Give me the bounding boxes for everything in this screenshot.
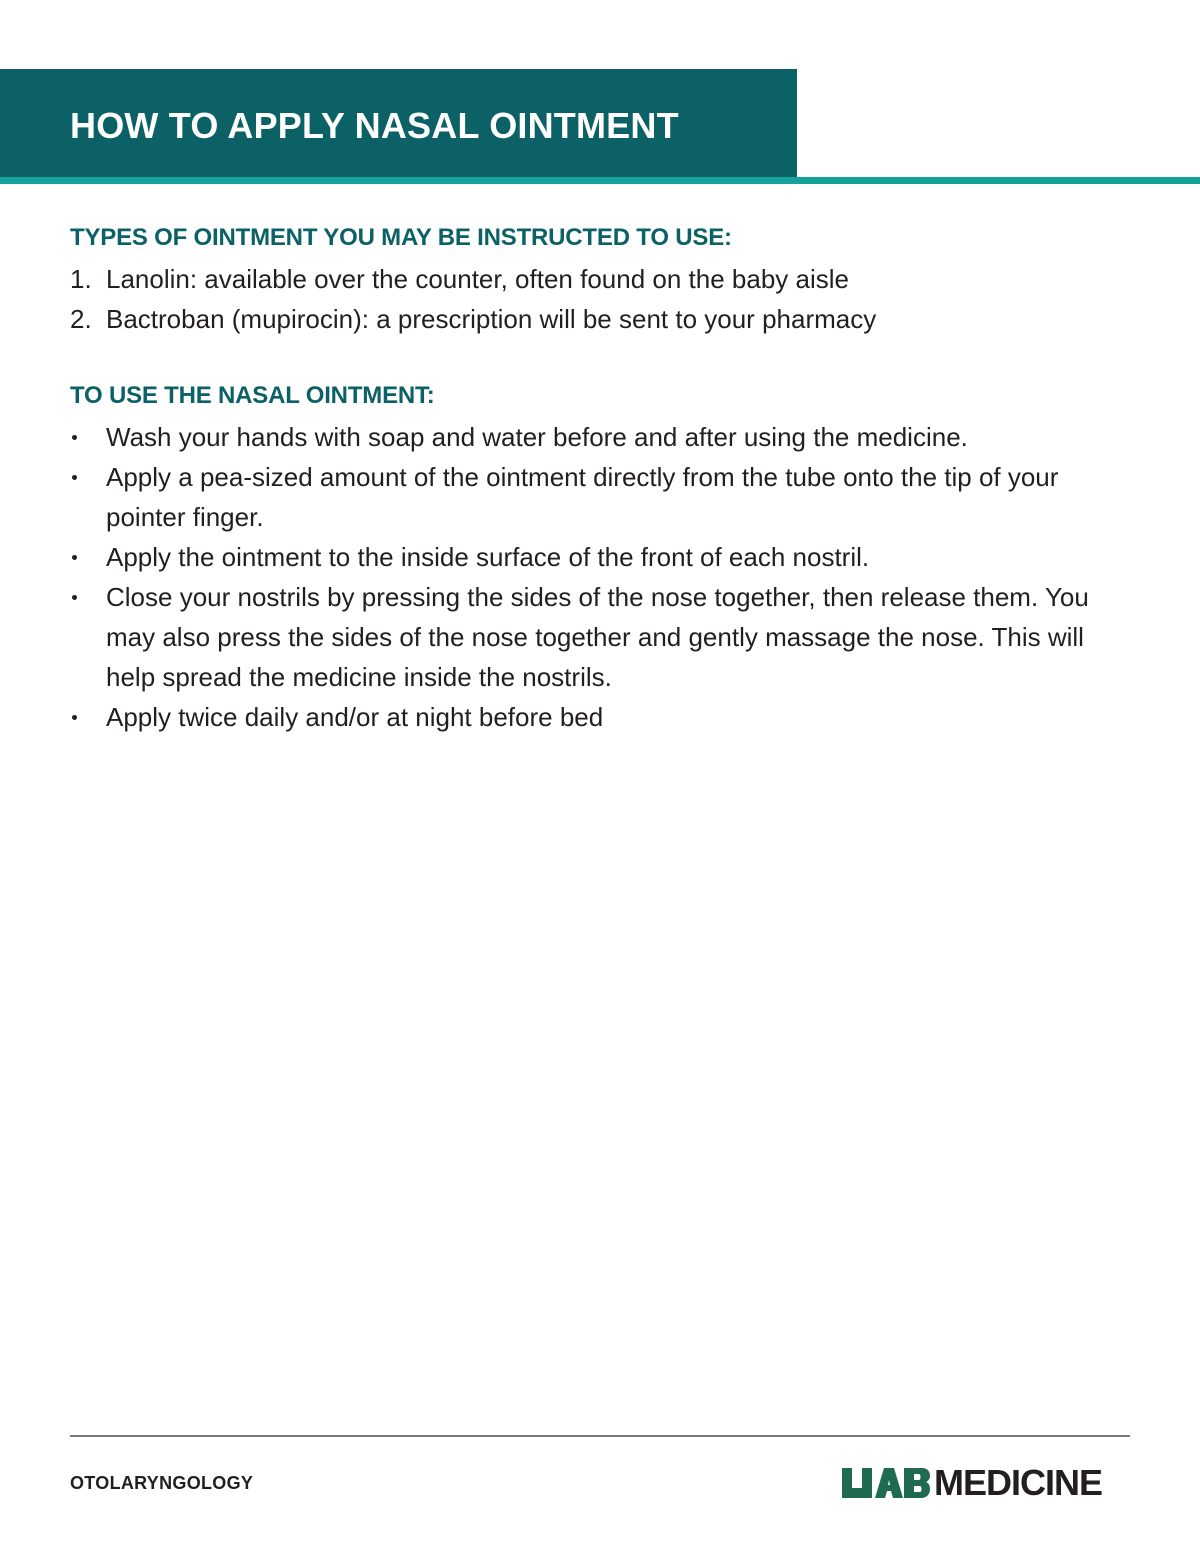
list-item — [70, 697, 1140, 737]
types-list — [70, 259, 1140, 339]
list-number: 1. — [70, 264, 92, 294]
list-item — [70, 457, 1140, 537]
list-item — [70, 577, 1140, 697]
list-item — [70, 417, 1140, 457]
usage-list — [70, 417, 1140, 737]
list-item — [70, 259, 1140, 299]
list-item-text: Lanolin: available over the counter, often found on the baby aisle — [106, 264, 849, 294]
list-item — [70, 537, 1140, 577]
list-item-text: Bactroban (mupirocin): a prescription will be sent to your pharmacy — [106, 304, 877, 334]
list-item-text: Apply the ointment to the inside surface of the front of each nostril. — [106, 542, 870, 572]
list-item-text: Apply twice daily and/or at night before bed — [106, 702, 604, 732]
bullet-icon — [72, 555, 77, 560]
list-item-text: Wash your hands with soap and water before and after using the medicine. — [106, 422, 968, 452]
bullet-icon — [72, 715, 77, 720]
bullet-icon — [72, 435, 77, 440]
logo-wordmark: MEDICINE — [934, 1462, 1103, 1503]
usage-heading: TO USE THE NASAL OINTMENT: — [70, 382, 435, 409]
department-label: OTOLARYNGOLOGY — [70, 1473, 254, 1493]
types-heading: TYPES OF OINTMENT YOU MAY BE INSTRUCTED TO USE: — [70, 224, 732, 251]
bullet-icon — [72, 595, 77, 600]
bullet-icon — [72, 475, 77, 480]
list-item — [70, 299, 1140, 339]
page-title: HOW TO APPLY NASAL OINTMENT — [70, 105, 679, 146]
title-rule — [0, 177, 1200, 184]
footer-divider — [70, 1435, 1130, 1437]
list-item-text: Apply a pea-sized amount of the ointment directly from the tube onto the tip of your pointer finger. — [106, 462, 1059, 532]
list-item-text: Close your nostrils by pressing the sides of the nose together, then release them. You may also press the sides of the nose together and gently massage the nose. This will help spread the medicine inside the nostrils. — [106, 582, 1089, 692]
uab-logo-icon — [842, 1468, 930, 1498]
uab-medicine-logo — [842, 1462, 1103, 1503]
list-number: 2. — [70, 304, 92, 334]
